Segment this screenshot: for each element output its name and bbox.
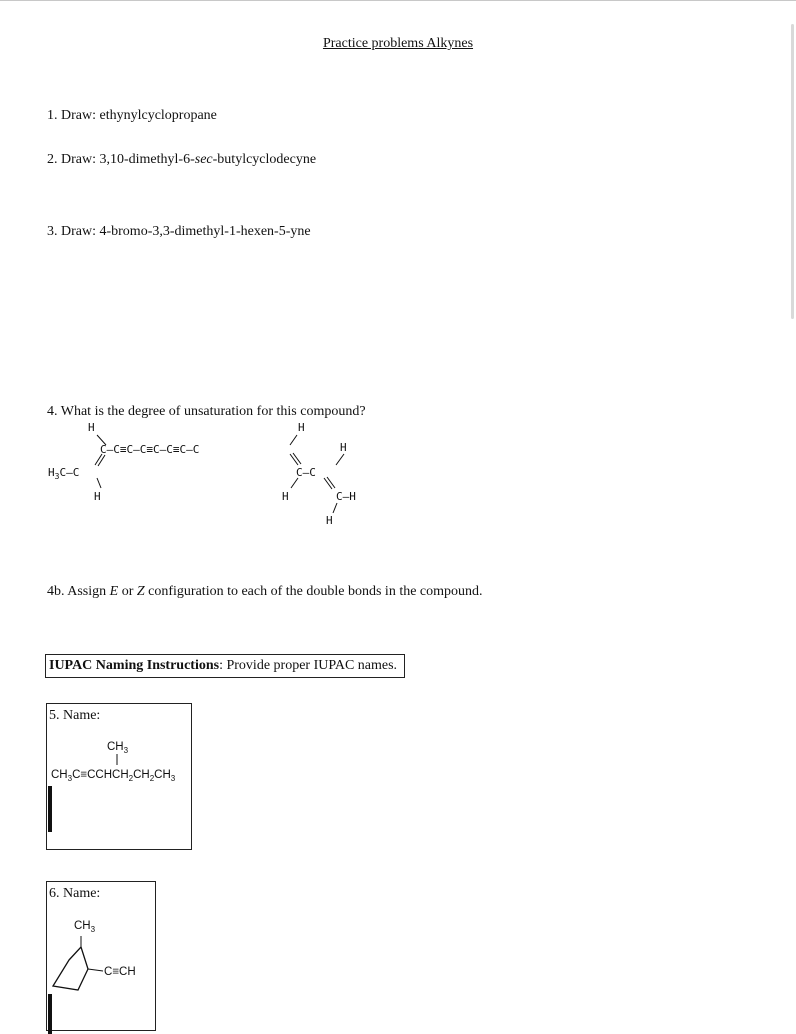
mol4-methyl [48,466,79,481]
mol6-ch3-ch: CH [74,920,91,932]
mol6-alkyne-c: C [104,966,113,978]
mol4-methyl-c: C [59,466,67,479]
answer-cursor-bar-6 [48,994,52,1034]
mol5-sub-b: 2 [128,774,134,783]
question-4: 4. What is the degree of unsaturation for this compound? [47,404,366,419]
compound-6-structure [47,912,157,1002]
iupac-instructions-box [45,654,405,678]
mol6-alkyne-ch: CH [119,966,136,978]
mol4-h-top-right: H [298,421,305,434]
mol4-methyl-c2: C [72,466,80,479]
compound-4-structure [40,418,400,533]
mol5-sub-d: 3 [170,774,176,783]
question-5-label: 5. Name: [49,708,101,723]
mol6-triple-bond: ≡ [112,966,120,978]
question-4b-e: E [109,584,119,599]
mol4-h-bottom: H [326,514,333,527]
mol5-ch-mid: CH [133,769,150,781]
mol5-ch3-top-ch: CH [107,741,124,753]
question-4b [47,584,483,600]
mol5-main-chain [51,769,176,783]
mol4-cc: C—C [296,466,316,479]
compound-5-structure [51,738,191,788]
question-3: 3. Draw: 4-bromo-3,3-dimethyl-1-hexen-5-yne [47,224,311,239]
mol4-methyl-h: H [48,466,55,479]
answer-cursor-bar [48,786,52,832]
mol4-h-bottom-right: H [282,490,289,503]
question-2-prefix: 2. Draw: 3,10-dimethyl-6- [47,152,195,167]
mol5-sub-c: 2 [149,774,155,783]
mol5-triple-bond: ≡ [80,769,88,781]
mol5-ch3-left: CH [51,769,68,781]
mol6-ch3 [74,920,96,934]
question-4b-z: Z [136,584,145,599]
question-6-box [46,881,156,1031]
cyclopentane-ring [53,947,88,990]
iupac-instructions-text: : Provide proper IUPAC names. [219,658,398,673]
mol5-cchch: CCHCH [87,769,129,781]
mol4-methyl-bond: — [66,466,73,479]
mol4-methyl-sub: 3 [54,472,60,481]
mol6-ch3-sub: 3 [90,925,96,934]
mol5-ch3-top-sub: 3 [123,746,129,755]
question-4b-suffix: configuration to each of the double bonds in the compound. [144,584,483,599]
top-border [0,0,796,1]
question-6-label: 6. Name: [49,886,101,901]
scrollbar[interactable] [791,24,794,319]
mol4-h-right: H [340,441,347,454]
mol4-h-top-left: H [88,421,95,434]
mol4-main-chain: C—C≡C—C≡C—C≡C—C [100,443,200,456]
mol5-ch3-top [107,741,129,755]
question-2 [47,152,316,168]
question-2-suffix: -butylcyclodecyne [212,152,317,167]
question-1: 1. Draw: ethynylcyclopropane [47,108,217,123]
mol4-h-bottom-left: H [94,490,101,503]
mol5-ch-end: CH [154,769,171,781]
question-5-box [46,703,192,850]
mol4-ch: C—H [336,490,356,503]
page-title: Practice problems Alkynes [322,36,474,51]
mol6-alkyne [104,966,136,978]
mol5-c-left: C [72,769,81,781]
question-4b-or: or [118,584,137,599]
iupac-instructions-label: IUPAC Naming Instructions [49,658,220,673]
question-2-italic: sec [194,152,213,167]
question-4b-prefix: 4b. Assign [47,584,110,599]
mol5-sub-a: 3 [67,774,73,783]
